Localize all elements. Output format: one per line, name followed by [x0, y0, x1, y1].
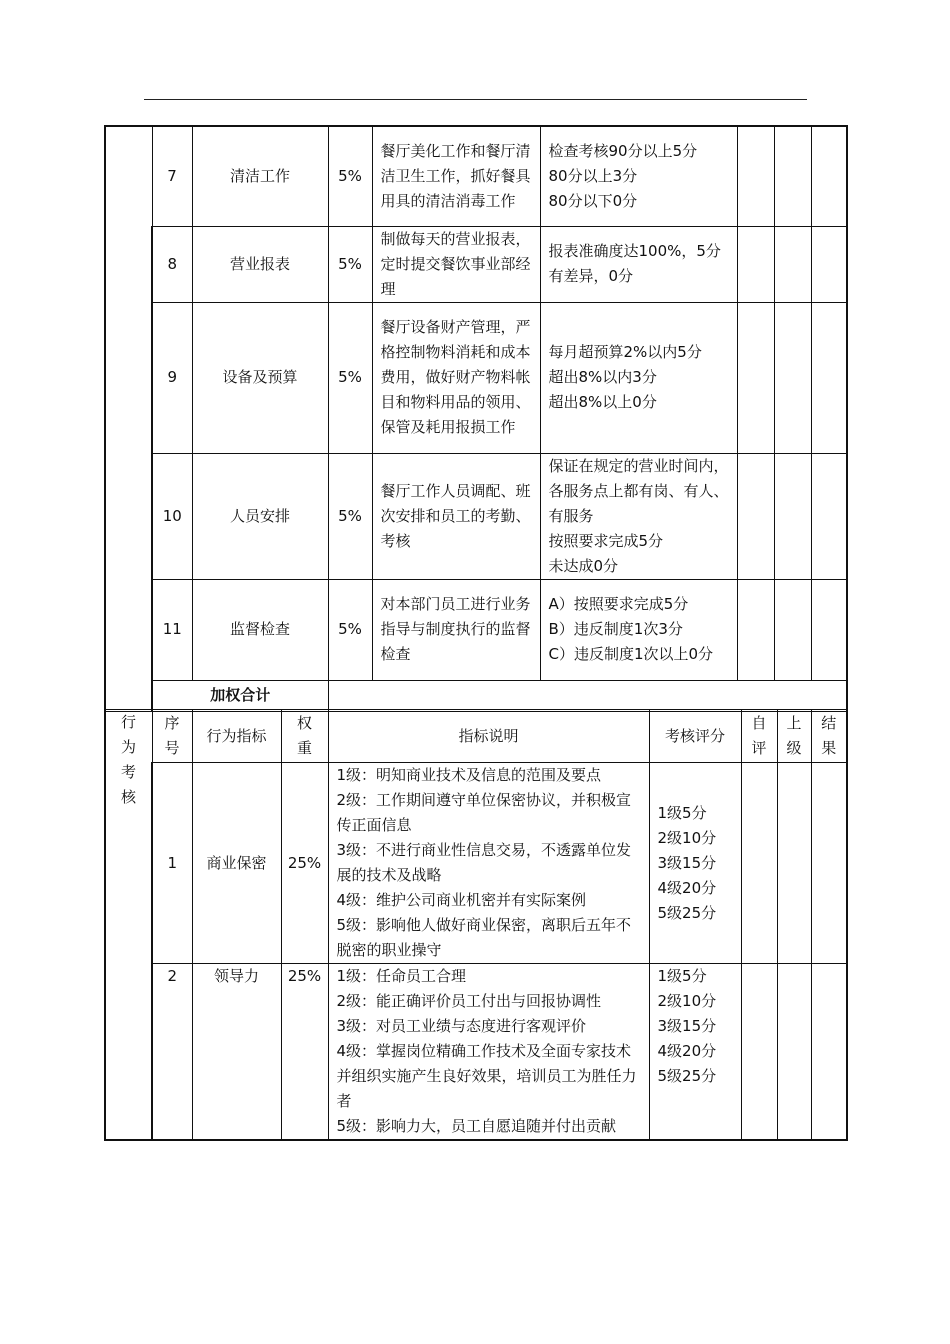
header-result-cell — [811, 710, 847, 763]
superior-score — [774, 126, 811, 226]
table-row — [105, 964, 847, 1141]
result — [811, 964, 847, 1141]
header-superior-cell — [777, 710, 811, 763]
self-score — [737, 126, 774, 226]
indicator-description: 餐厅设备财产管理，严格控制物料消耗和成本费用，做好财产物料帐目和物料用品的领用、保管及耗用报损工作 — [372, 302, 540, 453]
row-number: 11 — [152, 579, 192, 680]
header-no: 序号 — [164, 714, 180, 757]
self-score — [741, 964, 777, 1141]
table-row — [105, 226, 847, 302]
header-indicator: 行为指标 — [192, 710, 281, 763]
result — [811, 302, 847, 453]
header-weight-cell — [281, 710, 328, 763]
header-scoring: 考核评分 — [649, 710, 741, 763]
indicator-name: 设备及预算 — [192, 302, 328, 453]
weighted-total-row — [105, 680, 847, 711]
row-number: 2 — [152, 964, 192, 1141]
result — [811, 579, 847, 680]
table-row — [105, 453, 847, 579]
superior-score — [777, 964, 811, 1141]
table-row — [105, 126, 847, 226]
header-description: 指标说明 — [328, 710, 649, 763]
table-row — [105, 579, 847, 680]
superior-score — [777, 763, 811, 964]
self-score — [737, 302, 774, 453]
result — [811, 226, 847, 302]
indicator-description: 1级：明知商业技术及信息的范围及要点 2级：工作期间遵守单位保密协议，并积极宣传正面信息 3级：不进行商业性信息交易，不透露单位发展的技术及战略 4级：维护公司商业机密并有实际案例 5级：影响他人做好商业保密，离职后五年不脱密的职业操守 — [328, 763, 649, 964]
header-result: 结果 — [821, 714, 837, 757]
weight: 25% — [281, 763, 328, 964]
behavior-section-label: 行为考核 — [120, 713, 136, 806]
scoring-rule: 1级5分 2级10分 3级15分 4级20分 5级25分 — [649, 763, 741, 964]
header-self: 自评 — [751, 714, 767, 757]
superior-score — [774, 226, 811, 302]
scoring-rule: 每月超预算2%以内5分 超出8%以内3分 超出8%以上0分 — [540, 302, 737, 453]
table-row — [105, 302, 847, 453]
indicator-description: 1级：任命员工合理 2级：能正确评价员工付出与回报协调性 3级：对员工业绩与态度进行客观评价 4级：掌握岗位精确工作技术及全面专家技术并组织实施产生良好效果，培训员工为胜任力者 5级：影响力大，员工自愿追随并付出贡献 — [328, 964, 649, 1141]
weight: 5% — [328, 126, 372, 226]
scoring-rule: 保证在规定的营业时间内，各服务点上都有岗、有人、有服务 按照要求完成5分 未达成0分 — [540, 453, 737, 579]
self-score — [737, 226, 774, 302]
result — [811, 126, 847, 226]
weighted-total-value — [328, 680, 847, 711]
indicator-description: 餐厅美化工作和餐厅清洁卫生工作，抓好餐具用具的清洁消毒工作 — [372, 126, 540, 226]
superior-score — [774, 302, 811, 453]
weight: 5% — [328, 579, 372, 680]
weight: 25% — [281, 964, 328, 1141]
self-score — [737, 453, 774, 579]
self-score — [737, 579, 774, 680]
scoring-rule: A）按照要求完成5分 B）违反制度1次3分 C）违反制度1次以上0分 — [540, 579, 737, 680]
row-number: 9 — [152, 302, 192, 453]
scoring-rule: 检查考核90分以上5分 80分以上3分 80分以下0分 — [540, 126, 737, 226]
header-weight: 权重 — [296, 714, 312, 757]
header-self-cell — [741, 710, 777, 763]
scoring-rule: 报表准确度达100%，5分 有差异，0分 — [540, 226, 737, 302]
weight: 5% — [328, 302, 372, 453]
weight: 5% — [328, 453, 372, 579]
indicator-name: 营业报表 — [192, 226, 328, 302]
superior-score — [774, 579, 811, 680]
row-number: 7 — [152, 126, 192, 226]
row-number: 8 — [152, 226, 192, 302]
header-superior: 上级 — [786, 714, 802, 757]
row-number: 10 — [152, 453, 192, 579]
indicator-name: 领导力 — [192, 964, 281, 1141]
row-number: 1 — [152, 763, 192, 964]
indicator-name: 商业保密 — [192, 763, 281, 964]
behavior-section-label-cell — [105, 710, 152, 1141]
kpi-table — [104, 125, 848, 712]
scoring-rule: 1级5分 2级10分 3级15分 4级20分 5级25分 — [649, 964, 741, 1141]
superior-score — [774, 453, 811, 579]
indicator-description: 制做每天的营业报表，定时提交餐饮事业部经理 — [372, 226, 540, 302]
behavior-header-row — [105, 710, 847, 763]
header-no-cell — [152, 710, 192, 763]
indicator-name: 清洁工作 — [192, 126, 328, 226]
indicator-description: 对本部门员工进行业务指导与制度执行的监督检查 — [372, 579, 540, 680]
weight: 5% — [328, 226, 372, 302]
behavior-table — [104, 709, 848, 1141]
indicator-name: 监督检查 — [192, 579, 328, 680]
result — [811, 763, 847, 964]
self-score — [741, 763, 777, 964]
header-rule — [144, 99, 807, 100]
section-label-cell — [105, 126, 152, 711]
indicator-description: 餐厅工作人员调配、班次安排和员工的考勤、考核 — [372, 453, 540, 579]
table-row — [105, 763, 847, 964]
indicator-name: 人员安排 — [192, 453, 328, 579]
weighted-total-label: 加权合计 — [152, 680, 328, 711]
result — [811, 453, 847, 579]
